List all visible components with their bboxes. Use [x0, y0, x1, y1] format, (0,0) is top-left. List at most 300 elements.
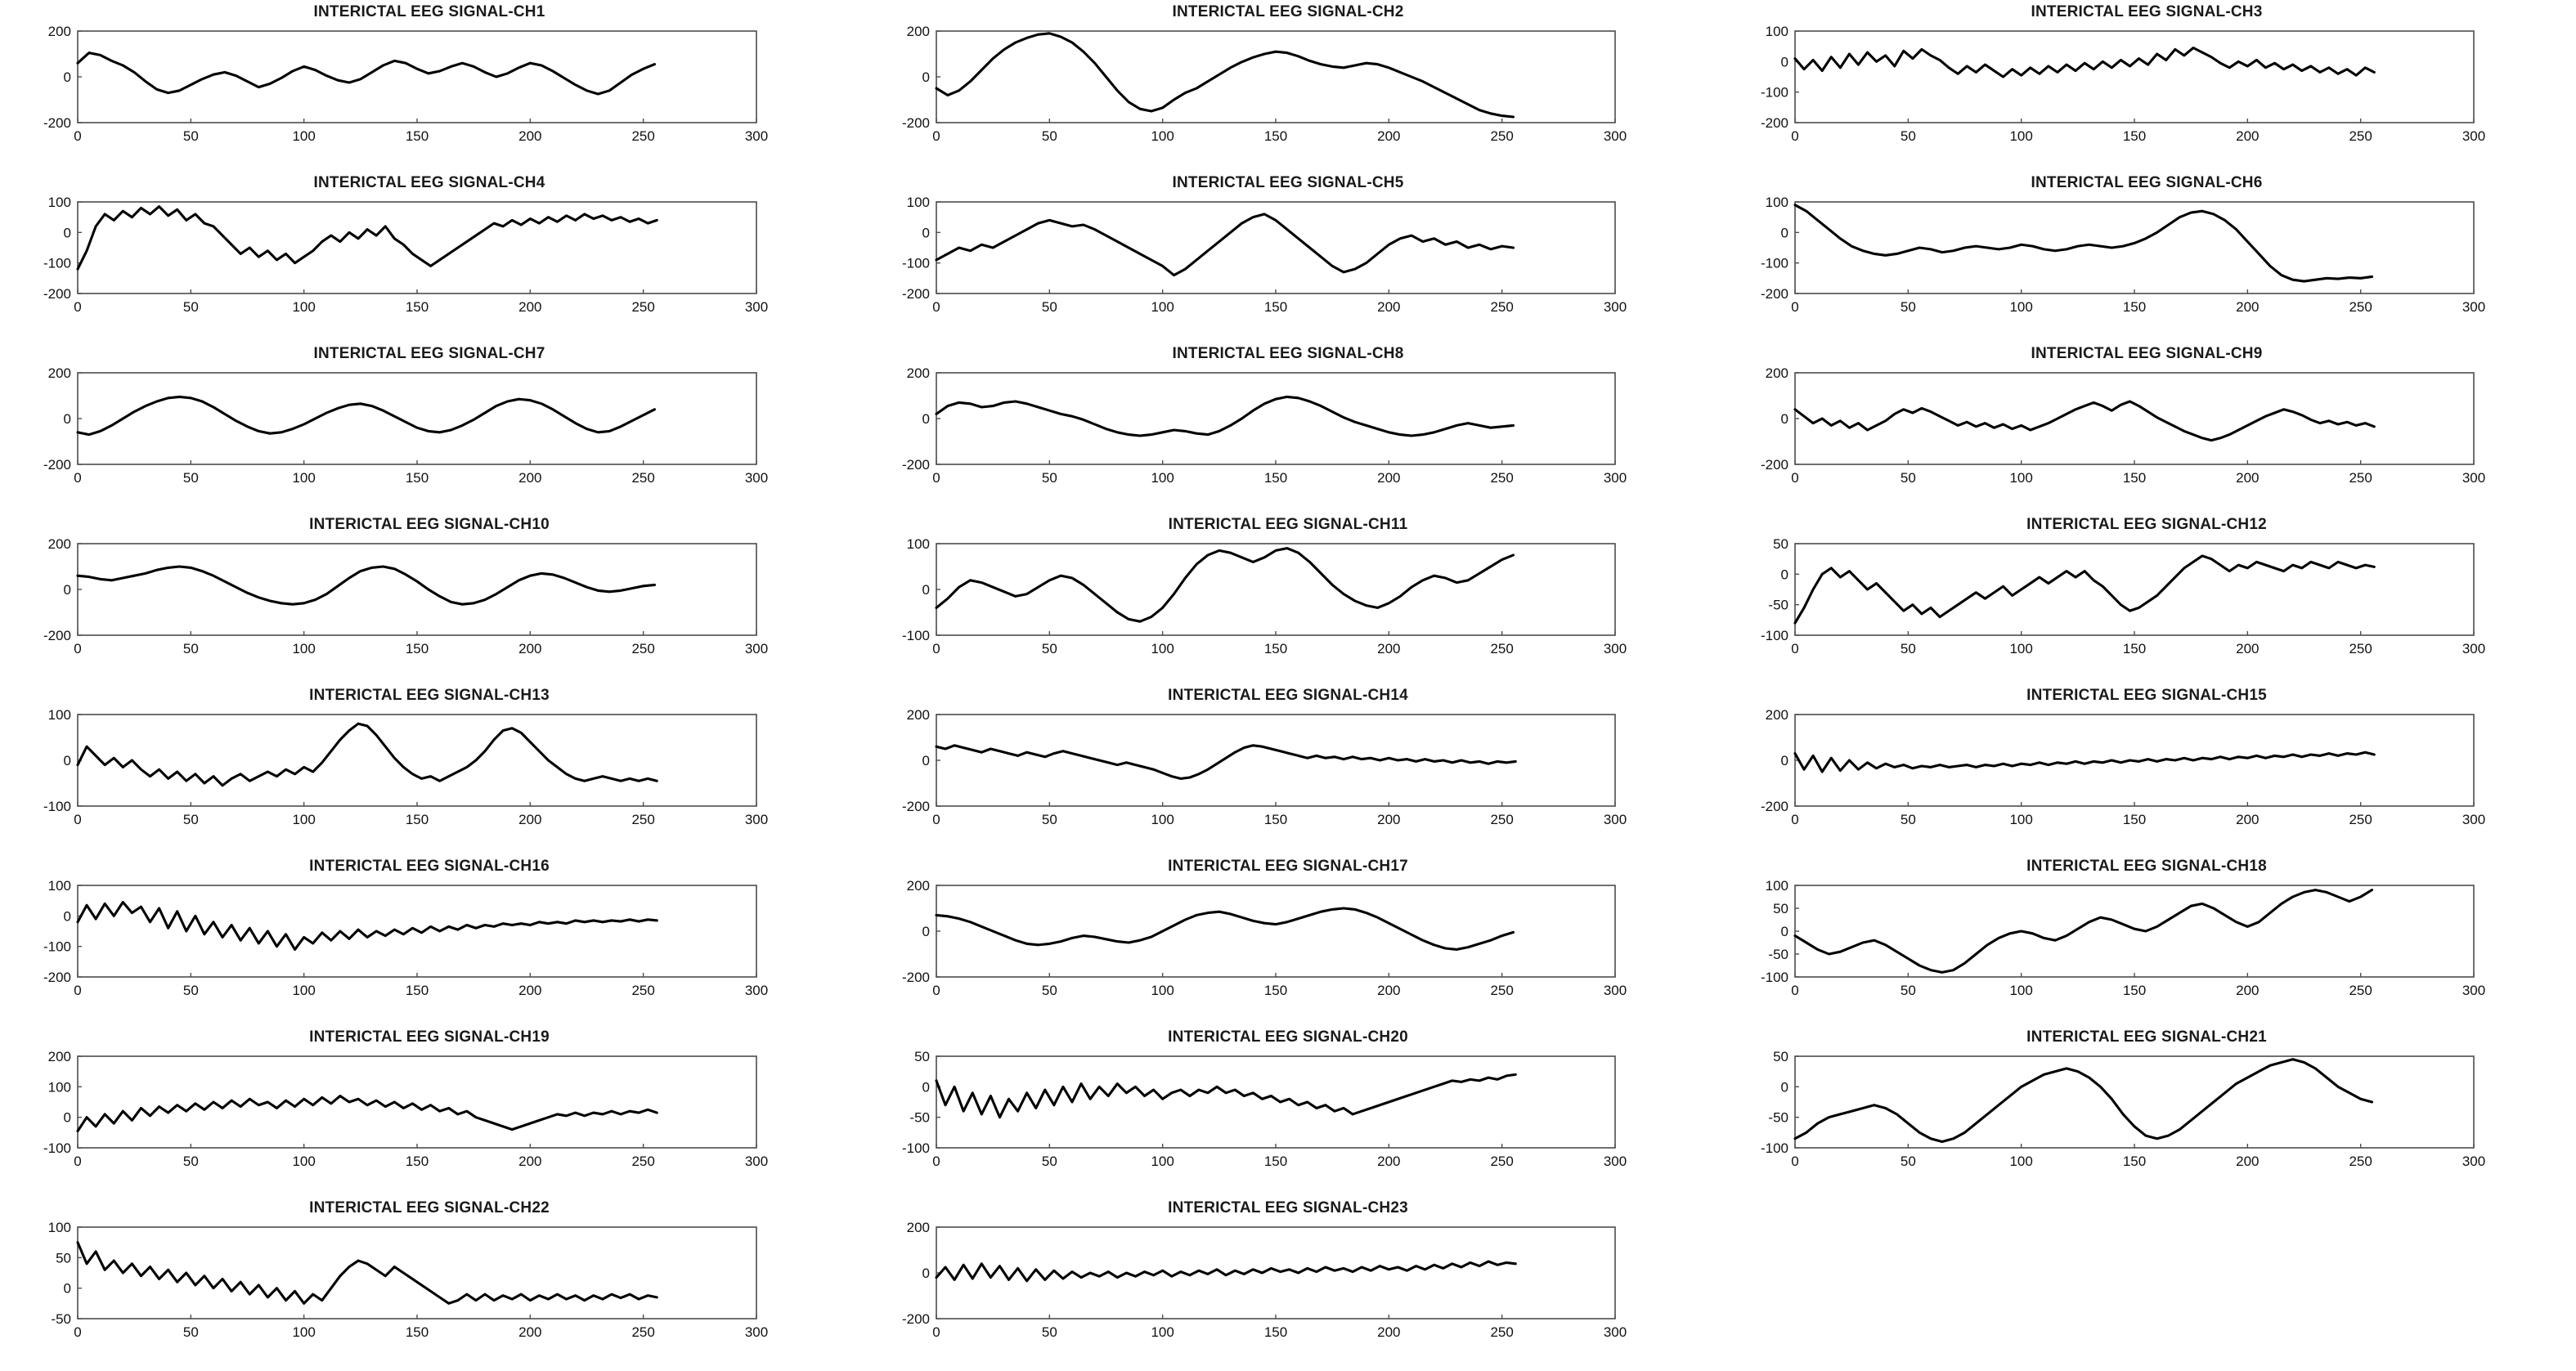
- axes-area: [0, 194, 859, 333]
- y-tick-label: -200: [901, 970, 930, 985]
- plot-canvas: [1717, 706, 2576, 845]
- y-tick-label: 200: [1765, 707, 1788, 723]
- y-tick-label: -200: [43, 457, 71, 473]
- x-tick-label: 50: [1900, 299, 1916, 315]
- plot-canvas: [859, 877, 1717, 1016]
- x-tick-label: 0: [74, 470, 82, 486]
- x-tick-label: 0: [932, 641, 940, 656]
- subplot-4: [0, 171, 859, 342]
- plot-canvas: [859, 1048, 1717, 1187]
- x-tick-label: 50: [1041, 983, 1057, 998]
- plot-canvas: [859, 535, 1717, 674]
- signal-trace: [1795, 556, 2374, 623]
- axes-area: [859, 1048, 1717, 1187]
- x-tick-label: 150: [2122, 299, 2147, 315]
- x-tick-label: 100: [1151, 1324, 1174, 1340]
- x-tick-label: 0: [74, 1324, 82, 1340]
- subplot-title: INTERICTAL EEG SIGNAL-CH17: [1168, 858, 1408, 875]
- x-tick-label: 50: [1900, 1154, 1916, 1169]
- x-tick-label: 250: [1490, 983, 1514, 998]
- x-tick-label: 250: [631, 1324, 655, 1340]
- axes-box: [936, 544, 1615, 635]
- y-tick-label: 200: [906, 365, 930, 381]
- x-tick-label: 100: [2009, 128, 2033, 144]
- y-tick-label: 0: [63, 1280, 71, 1297]
- x-tick-label: 0: [1791, 983, 1799, 998]
- x-tick-label: 100: [1151, 299, 1174, 315]
- plot-canvas: [0, 877, 859, 1016]
- subplot-title: INTERICTAL EEG SIGNAL-CH2: [1172, 3, 1404, 20]
- x-tick-label: 50: [182, 812, 199, 827]
- subplot-title: INTERICTAL EEG SIGNAL-CH11: [1168, 516, 1408, 533]
- x-tick-label: 150: [2122, 470, 2147, 486]
- plot-canvas: [859, 706, 1717, 845]
- axes-box: [78, 544, 756, 635]
- x-tick-label: 250: [1490, 470, 1514, 486]
- plot-canvas: [1717, 877, 2576, 1016]
- x-tick-label: 200: [518, 812, 542, 827]
- x-tick-label: 100: [292, 1154, 316, 1169]
- axes-area: [0, 365, 859, 504]
- y-tick-label: -50: [1768, 947, 1788, 962]
- y-tick-label: 0: [1780, 54, 1788, 70]
- y-tick-label: -100: [1760, 970, 1788, 985]
- y-tick-label: -200: [901, 115, 930, 131]
- x-tick-label: 250: [2349, 1154, 2372, 1169]
- x-tick-label: 250: [2349, 299, 2372, 315]
- signal-trace: [78, 724, 657, 786]
- signal-trace: [936, 1261, 1515, 1281]
- x-tick-label: 0: [74, 128, 82, 144]
- signal-trace: [936, 34, 1514, 117]
- signal-trace: [78, 53, 655, 94]
- y-tick-label: 0: [922, 582, 930, 598]
- x-tick-label: 150: [405, 812, 429, 827]
- y-tick-label: 200: [906, 878, 930, 894]
- y-tick-label: 0: [1780, 225, 1788, 241]
- x-tick-label: 150: [2122, 1154, 2147, 1169]
- axes-area: [0, 1219, 859, 1358]
- subplot-16: [0, 854, 859, 1025]
- x-tick-label: 300: [744, 470, 769, 486]
- y-tick-label: -50: [909, 1109, 930, 1126]
- subplot-title: INTERICTAL EEG SIGNAL-CH5: [1172, 174, 1404, 191]
- axes-area: [0, 1048, 859, 1187]
- axes-area: [1717, 877, 2576, 1016]
- x-tick-label: 100: [2009, 1154, 2033, 1169]
- x-tick-label: 50: [1041, 641, 1057, 656]
- subplot-title: INTERICTAL EEG SIGNAL-CH7: [313, 345, 545, 362]
- subplot-17: [859, 854, 1717, 1025]
- x-tick-label: 0: [74, 299, 82, 315]
- axes-area: [859, 1219, 1717, 1358]
- x-tick-label: 200: [518, 470, 542, 486]
- y-tick-label: 50: [914, 1049, 930, 1064]
- x-tick-label: 200: [1377, 812, 1401, 827]
- plot-canvas: [859, 23, 1717, 162]
- y-tick-label: 200: [47, 1049, 71, 1064]
- subplot-14: [859, 683, 1717, 854]
- x-tick-label: 200: [1377, 641, 1401, 656]
- x-tick-label: 100: [1151, 983, 1174, 998]
- x-tick-label: 250: [631, 470, 655, 486]
- subplot-title: INTERICTAL EEG SIGNAL-CH22: [309, 1199, 550, 1216]
- x-tick-label: 100: [1151, 128, 1174, 144]
- y-tick-label: -100: [901, 255, 930, 271]
- y-tick-label: -200: [43, 115, 71, 131]
- subplot-title: INTERICTAL EEG SIGNAL-CH16: [309, 858, 550, 875]
- subplot-23: [859, 1196, 1717, 1367]
- y-tick-label: 100: [47, 878, 71, 894]
- x-tick-label: 300: [744, 983, 769, 998]
- y-tick-label: -50: [1768, 597, 1788, 613]
- y-tick-label: 0: [63, 753, 71, 768]
- signal-trace: [936, 397, 1514, 436]
- x-tick-label: 300: [1603, 299, 1627, 315]
- axes-area: [859, 706, 1717, 845]
- y-tick-label: 0: [1780, 924, 1788, 939]
- subplot-18: [1717, 854, 2576, 1025]
- x-tick-label: 200: [1377, 299, 1401, 315]
- x-tick-label: 100: [1151, 1154, 1174, 1169]
- axes-area: [1717, 23, 2576, 162]
- subplot-12: [1717, 513, 2576, 683]
- y-tick-label: 200: [47, 24, 71, 39]
- y-tick-label: 0: [922, 1079, 930, 1095]
- x-tick-label: 300: [2462, 128, 2486, 144]
- x-tick-label: 300: [1603, 641, 1627, 656]
- subplot-title: INTERICTAL EEG SIGNAL-CH19: [309, 1028, 550, 1046]
- subplot-5: [859, 171, 1717, 342]
- y-tick-label: -200: [1760, 115, 1788, 131]
- subplot-title: INTERICTAL EEG SIGNAL-CH13: [309, 687, 550, 704]
- x-tick-label: 300: [1603, 1154, 1627, 1169]
- x-tick-label: 300: [2462, 983, 2486, 998]
- x-tick-label: 300: [744, 641, 769, 656]
- subplot-7: [0, 342, 859, 513]
- x-tick-label: 200: [518, 983, 542, 998]
- x-tick-label: 250: [1490, 641, 1514, 656]
- x-tick-label: 0: [932, 983, 940, 998]
- x-tick-label: 0: [1791, 812, 1799, 827]
- subplot-20: [859, 1025, 1717, 1196]
- x-tick-label: 50: [1041, 1154, 1057, 1169]
- y-tick-label: 0: [1780, 1079, 1788, 1095]
- subplot-title: INTERICTAL EEG SIGNAL-CH18: [2026, 858, 2267, 875]
- x-tick-label: 200: [2236, 641, 2260, 656]
- plot-canvas: [859, 365, 1717, 504]
- signal-trace: [78, 567, 655, 604]
- x-tick-label: 300: [2462, 470, 2486, 486]
- x-tick-label: 300: [744, 128, 769, 144]
- x-tick-label: 0: [932, 470, 940, 486]
- x-tick-label: 150: [405, 299, 429, 315]
- subplot-6: [1717, 171, 2576, 342]
- x-tick-label: 100: [1151, 812, 1174, 827]
- subplot-2: [859, 0, 1717, 171]
- plot-canvas: [1717, 1048, 2576, 1187]
- y-tick-label: 100: [1765, 195, 1788, 210]
- x-tick-label: 250: [2349, 128, 2372, 144]
- subplot-15: [1717, 683, 2576, 854]
- x-tick-label: 200: [2236, 470, 2260, 486]
- subplot-title: INTERICTAL EEG SIGNAL-CH6: [2031, 174, 2263, 191]
- y-tick-label: -100: [1760, 255, 1788, 271]
- signal-trace: [936, 549, 1514, 622]
- y-tick-label: 0: [1780, 411, 1788, 427]
- subplot-title: INTERICTAL EEG SIGNAL-CH10: [309, 516, 550, 533]
- signal-trace: [1795, 890, 2372, 973]
- x-tick-label: 150: [405, 1324, 429, 1340]
- x-tick-label: 200: [518, 128, 542, 144]
- axes-area: [859, 535, 1717, 674]
- signal-trace: [78, 903, 657, 950]
- x-tick-label: 0: [74, 812, 82, 827]
- y-tick-label: -100: [901, 628, 930, 643]
- plot-canvas: [1717, 535, 2576, 674]
- subplot-11: [859, 513, 1717, 683]
- x-tick-label: 300: [1603, 812, 1627, 827]
- y-tick-label: 0: [63, 69, 71, 85]
- x-tick-label: 50: [182, 1324, 199, 1340]
- subplot-title: INTERICTAL EEG SIGNAL-CH3: [2031, 3, 2263, 20]
- x-tick-label: 250: [1490, 1324, 1514, 1340]
- signal-trace: [78, 1096, 657, 1131]
- y-tick-label: -200: [1760, 286, 1788, 302]
- x-tick-label: 0: [932, 128, 940, 144]
- x-tick-label: 200: [2236, 1154, 2260, 1169]
- subplot-21: [1717, 1025, 2576, 1196]
- x-tick-label: 0: [932, 299, 940, 315]
- axes-area: [0, 535, 859, 674]
- x-tick-label: 250: [1490, 299, 1514, 315]
- y-tick-label: 0: [922, 1266, 930, 1281]
- x-tick-label: 150: [2122, 983, 2147, 998]
- x-tick-label: 300: [2462, 641, 2486, 656]
- subplot-title: INTERICTAL EEG SIGNAL-CH1: [313, 3, 545, 20]
- y-tick-label: -200: [901, 1311, 930, 1327]
- x-tick-label: 300: [1603, 983, 1627, 998]
- y-tick-label: 200: [47, 365, 71, 381]
- x-tick-label: 100: [292, 299, 316, 315]
- x-tick-label: 300: [2462, 812, 2486, 827]
- x-tick-label: 200: [518, 1324, 542, 1340]
- y-tick-label: 100: [906, 536, 930, 552]
- subplot-title: INTERICTAL EEG SIGNAL-CH8: [1172, 345, 1404, 362]
- y-tick-label: -100: [43, 939, 71, 955]
- plot-canvas: [0, 194, 859, 333]
- plot-canvas: [0, 706, 859, 845]
- x-tick-label: 0: [932, 812, 940, 827]
- y-tick-label: 0: [922, 225, 930, 241]
- y-tick-label: 0: [63, 908, 71, 925]
- axes-area: [1717, 706, 2576, 845]
- y-tick-label: 100: [1765, 24, 1788, 39]
- y-tick-label: 0: [922, 411, 930, 427]
- x-tick-label: 250: [2349, 470, 2372, 486]
- axes-box: [78, 202, 756, 293]
- y-tick-label: 0: [1780, 567, 1788, 583]
- y-tick-label: -200: [1760, 799, 1788, 814]
- subplot-13: [0, 683, 859, 854]
- x-tick-label: 200: [518, 641, 542, 656]
- subplot-title: INTERICTAL EEG SIGNAL-CH4: [313, 174, 545, 191]
- x-tick-label: 250: [631, 641, 655, 656]
- x-tick-label: 50: [1041, 299, 1057, 315]
- y-tick-label: 0: [63, 1109, 71, 1126]
- x-tick-label: 250: [2349, 812, 2372, 827]
- plot-canvas: [0, 535, 859, 674]
- x-tick-label: 100: [2009, 641, 2033, 656]
- y-tick-label: -100: [43, 255, 71, 271]
- y-tick-label: 0: [63, 225, 71, 241]
- axes-box: [1795, 31, 2474, 123]
- axes-box: [1795, 885, 2474, 977]
- x-tick-label: 300: [2462, 299, 2486, 315]
- axes-area: [0, 706, 859, 845]
- x-tick-label: 150: [1263, 128, 1288, 144]
- plot-canvas: [859, 194, 1717, 333]
- axes-area: [1717, 1048, 2576, 1187]
- y-tick-label: -200: [901, 286, 930, 302]
- axes-area: [0, 23, 859, 162]
- y-tick-label: 0: [1780, 753, 1788, 768]
- subplot-title: INTERICTAL EEG SIGNAL-CH23: [1168, 1199, 1408, 1216]
- axes-area: [1717, 365, 2576, 504]
- x-tick-label: 150: [405, 983, 429, 998]
- signal-trace: [1795, 1060, 2372, 1142]
- y-tick-label: 0: [922, 753, 930, 768]
- signal-trace: [78, 397, 655, 434]
- plot-canvas: [1717, 23, 2576, 162]
- x-tick-label: 250: [631, 299, 655, 315]
- axes-box: [78, 715, 756, 806]
- axes-area: [1717, 535, 2576, 674]
- x-tick-label: 150: [1263, 299, 1288, 315]
- y-tick-label: 200: [906, 707, 930, 723]
- subplot-8: [859, 342, 1717, 513]
- x-tick-label: 0: [932, 1324, 940, 1340]
- x-tick-label: 200: [1377, 1324, 1401, 1340]
- x-tick-label: 50: [1900, 812, 1916, 827]
- y-tick-label: 100: [906, 195, 930, 210]
- x-tick-label: 100: [292, 1324, 316, 1340]
- y-tick-label: 200: [906, 24, 930, 39]
- x-tick-label: 150: [405, 1154, 429, 1169]
- x-tick-label: 0: [74, 1154, 82, 1169]
- x-tick-label: 50: [1041, 1324, 1057, 1340]
- y-tick-label: 200: [47, 536, 71, 552]
- x-tick-label: 200: [2236, 983, 2260, 998]
- subplot-3: [1717, 0, 2576, 171]
- y-tick-label: -200: [43, 628, 71, 643]
- y-tick-label: 100: [1765, 878, 1788, 894]
- signal-trace: [936, 214, 1514, 276]
- x-tick-label: 250: [631, 983, 655, 998]
- x-tick-label: 50: [1041, 470, 1057, 486]
- x-tick-label: 50: [1041, 128, 1057, 144]
- subplot-title: INTERICTAL EEG SIGNAL-CH15: [2026, 687, 2267, 704]
- x-tick-label: 150: [1263, 1324, 1288, 1340]
- subplot-22: [0, 1196, 859, 1367]
- y-tick-label: -200: [1760, 457, 1788, 473]
- x-tick-label: 300: [1603, 470, 1627, 486]
- x-tick-label: 150: [2122, 128, 2147, 144]
- axes-area: [859, 365, 1717, 504]
- x-tick-label: 50: [1900, 128, 1916, 144]
- subplot-10: [0, 513, 859, 683]
- plot-canvas: [1717, 365, 2576, 504]
- y-tick-label: -200: [43, 970, 71, 985]
- signal-trace: [936, 908, 1514, 949]
- signal-trace: [1795, 205, 2372, 281]
- y-tick-label: 0: [922, 69, 930, 85]
- x-tick-label: 150: [405, 470, 429, 486]
- x-tick-label: 100: [2009, 299, 2033, 315]
- y-tick-label: -200: [901, 799, 930, 814]
- x-tick-label: 200: [1377, 128, 1401, 144]
- y-tick-label: 100: [47, 707, 71, 723]
- y-tick-label: -100: [43, 799, 71, 814]
- x-tick-label: 300: [744, 1154, 769, 1169]
- y-tick-label: -100: [1760, 84, 1788, 101]
- y-tick-label: 100: [47, 195, 71, 210]
- x-tick-label: 200: [518, 1154, 542, 1169]
- axes-area: [1717, 194, 2576, 333]
- x-tick-label: 100: [292, 470, 316, 486]
- subplot-title: INTERICTAL EEG SIGNAL-CH9: [2031, 345, 2263, 362]
- x-tick-label: 150: [1263, 1154, 1288, 1169]
- x-tick-label: 150: [1263, 470, 1288, 486]
- x-tick-label: 200: [2236, 299, 2260, 315]
- x-tick-label: 50: [182, 299, 199, 315]
- x-tick-label: 250: [1490, 128, 1514, 144]
- x-tick-label: 0: [1791, 128, 1799, 144]
- axes-box: [1795, 544, 2474, 635]
- subplot-title: INTERICTAL EEG SIGNAL-CH20: [1168, 1028, 1408, 1046]
- axes-box: [78, 373, 756, 464]
- plot-canvas: [0, 365, 859, 504]
- x-tick-label: 50: [1041, 812, 1057, 827]
- axes-area: [0, 877, 859, 1016]
- y-tick-label: -100: [901, 1140, 930, 1156]
- x-tick-label: 200: [2236, 812, 2260, 827]
- x-tick-label: 100: [2009, 983, 2033, 998]
- signal-trace: [78, 1243, 657, 1304]
- x-tick-label: 100: [2009, 470, 2033, 486]
- x-tick-label: 300: [2462, 1154, 2486, 1169]
- x-tick-label: 0: [74, 983, 82, 998]
- y-tick-label: -100: [1760, 1140, 1788, 1156]
- x-tick-label: 150: [2122, 641, 2147, 656]
- x-tick-label: 250: [1490, 1154, 1514, 1169]
- x-tick-label: 50: [1900, 983, 1916, 998]
- y-tick-label: 100: [47, 1079, 71, 1095]
- y-tick-label: 100: [47, 1220, 71, 1235]
- axes-area: [859, 23, 1717, 162]
- x-tick-label: 0: [1791, 470, 1799, 486]
- y-tick-label: 200: [906, 1220, 930, 1235]
- x-tick-label: 100: [1151, 641, 1174, 656]
- x-tick-label: 50: [1900, 470, 1916, 486]
- x-tick-label: 50: [182, 128, 199, 144]
- y-tick-label: 50: [1773, 901, 1788, 916]
- signal-trace: [936, 1074, 1515, 1117]
- axes-box: [78, 1056, 756, 1148]
- axes-box: [1795, 202, 2474, 293]
- plot-canvas: [1717, 194, 2576, 333]
- y-tick-label: -100: [1760, 628, 1788, 643]
